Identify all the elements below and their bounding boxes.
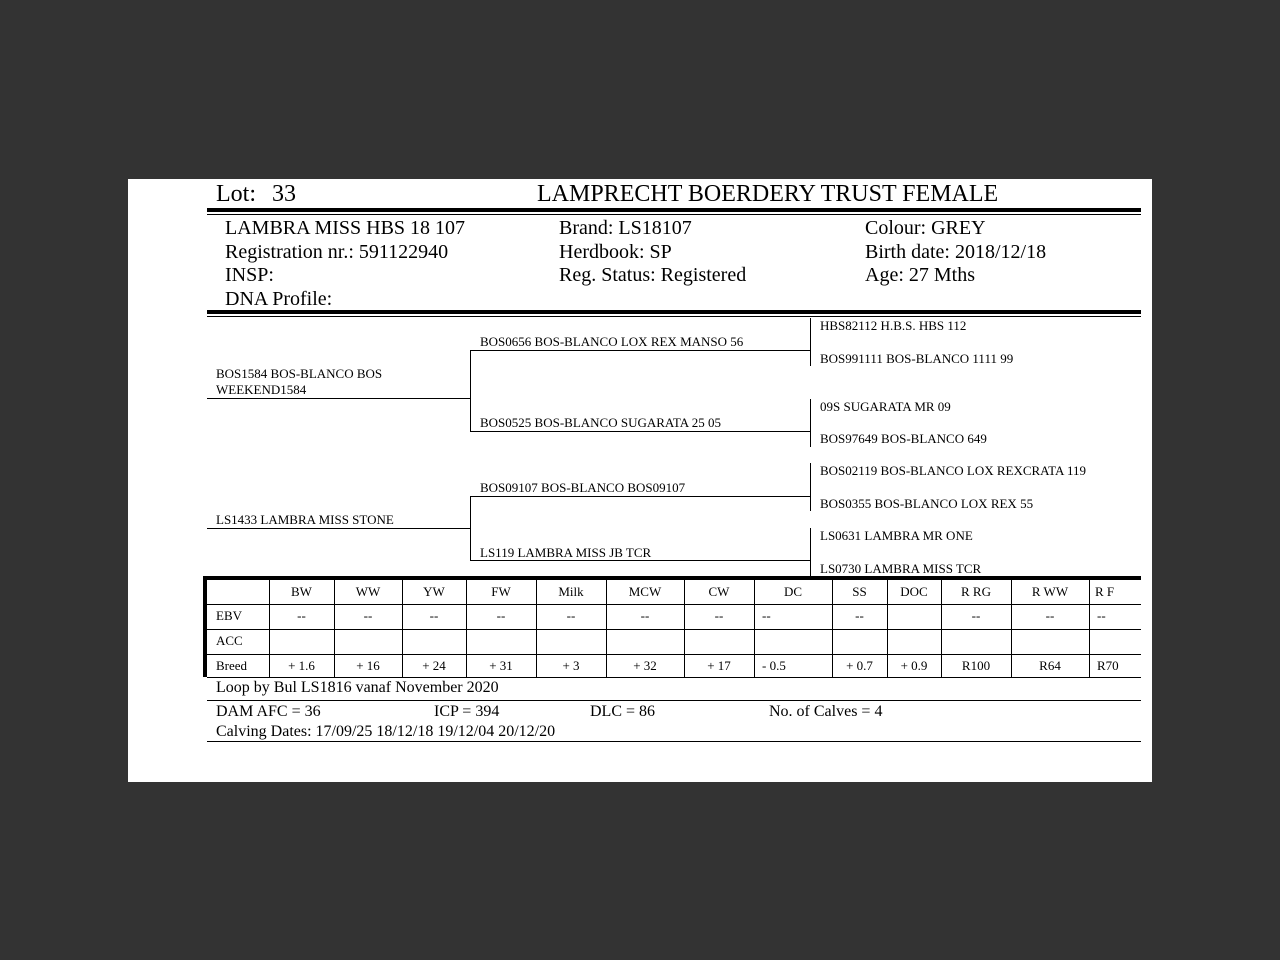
pedigree-ggp-1: HBS82112 H.B.S. HBS 112 xyxy=(820,318,967,333)
table-cell: + 16 xyxy=(356,658,380,673)
table-cell: + 1.6 xyxy=(288,658,315,673)
table-row-divider xyxy=(207,629,1141,630)
table-header-cell: R RG xyxy=(961,584,991,599)
table-cell: R70 xyxy=(1097,658,1119,673)
pedigree-dam-sire: BOS09107 BOS-BLANCO BOS09107 xyxy=(480,480,686,495)
table-cell: R100 xyxy=(961,658,991,673)
table-row-label: Breed xyxy=(216,658,248,673)
pedigree-ggp-8: LS0730 LAMBRA MISS TCR xyxy=(820,561,982,576)
ggp-bracket-1 xyxy=(810,318,811,366)
table-header-cell: MCW xyxy=(628,584,662,599)
table-header-cell: WW xyxy=(355,584,381,599)
dam-sire-line xyxy=(470,496,810,497)
table-cell: -- xyxy=(1045,608,1055,623)
brand: Brand: LS18107 xyxy=(559,217,692,239)
table-header-cell: FW xyxy=(491,584,511,599)
footer-rule-1 xyxy=(207,700,1141,701)
table-cell: -- xyxy=(566,608,576,623)
dna-profile-label: DNA Profile: xyxy=(225,288,333,310)
dam-bracket xyxy=(470,496,471,561)
pedigree-ggp-4: BOS97649 BOS-BLANCO 649 xyxy=(820,431,987,446)
table-header-cell: Milk xyxy=(558,584,584,599)
table-header-cell: DC xyxy=(783,584,803,599)
pedigree-sire: BOS1584 BOS-BLANCO BOS WEEKEND1584 xyxy=(216,366,383,397)
table-cell: + 32 xyxy=(633,658,657,673)
birth-date: Birth date: 2018/12/18 xyxy=(865,241,1047,263)
table-header-cell: CW xyxy=(708,584,730,599)
table-cell: -- xyxy=(429,608,439,623)
pedigree-dam: LS1433 LAMBRA MISS STONE xyxy=(216,512,394,527)
table-header-cell: SS xyxy=(852,584,867,599)
table-cell: -- xyxy=(971,608,981,623)
footer-rule-2 xyxy=(207,741,1141,742)
table-top-rule xyxy=(203,576,1141,580)
pedigree-sire-dam: BOS0525 BOS-BLANCO SUGARATA 25 05 xyxy=(480,415,721,430)
calves-count: No. of Calves = 4 xyxy=(769,703,883,720)
reg-status: Reg. Status: Registered xyxy=(559,264,747,286)
herdbook: Herdbook: SP xyxy=(559,241,672,263)
table-header-cell: YW xyxy=(423,584,445,599)
dlc: DLC = 86 xyxy=(590,703,656,720)
sire-line xyxy=(207,398,470,399)
table-header-cell: R WW xyxy=(1031,584,1069,599)
table-cell: -- xyxy=(714,608,724,623)
dam-dam-line xyxy=(470,560,810,561)
pedigree-ggp-6: BOS0355 BOS-BLANCO LOX REX 55 xyxy=(820,496,1034,511)
table-cell: + 0.7 xyxy=(846,658,873,673)
page-title: LAMPRECHT BOERDERY TRUST FEMALE xyxy=(537,181,999,207)
age: Age: 27 Mths xyxy=(865,264,975,286)
table-row-label: EBV xyxy=(216,608,242,623)
table-header-cell: DOC xyxy=(900,584,928,599)
table-cell: -- xyxy=(363,608,373,623)
lot-card xyxy=(128,179,1152,782)
header-rule-thin xyxy=(207,214,1141,215)
table-cell: -- xyxy=(762,608,771,623)
header-rule-thick xyxy=(207,208,1141,212)
pedigree-ggp-7: LS0631 LAMBRA MR ONE xyxy=(820,528,973,543)
pedigree-ggp-5: BOS02119 BOS-BLANCO LOX REXCRATA 119 xyxy=(820,463,1086,478)
info-rule-thick xyxy=(207,310,1141,314)
table-cell: -- xyxy=(855,608,864,623)
pedigree-sire-sire: BOS0656 BOS-BLANCO LOX REX MANSO 56 xyxy=(480,334,744,349)
animal-name: LAMBRA MISS HBS 18 107 xyxy=(225,217,466,239)
table-cell: - 0.5 xyxy=(762,658,786,673)
sire-dam-line xyxy=(470,431,810,432)
sire-bracket xyxy=(470,350,471,432)
info-rule-thin xyxy=(207,316,1141,317)
table-cell: + 17 xyxy=(707,658,731,673)
pedigree-dam-dam: LS119 LAMBRA MISS JB TCR xyxy=(480,545,652,560)
icp: ICP = 394 xyxy=(434,703,500,720)
insp-label: INSP: xyxy=(225,264,274,286)
table-cell: + 24 xyxy=(422,658,446,673)
table-cell: -- xyxy=(1097,608,1106,623)
table-row-divider xyxy=(207,654,1141,655)
sire-sire-line xyxy=(470,350,810,351)
calving-dates: Calving Dates: 17/09/25 18/12/18 19/12/04 20/12/20 xyxy=(216,723,556,740)
ggp-bracket-2 xyxy=(810,399,811,447)
lot-number: 33 xyxy=(272,181,296,207)
table-cell: + 3 xyxy=(562,658,580,673)
table-cell: -- xyxy=(297,608,306,623)
ggp-bracket-3 xyxy=(810,463,811,511)
dam-line xyxy=(207,528,470,529)
table-header-cell: R F xyxy=(1095,584,1115,599)
table-cell: + 31 xyxy=(489,658,513,673)
table-row-divider xyxy=(207,604,1141,605)
table-row-label: ACC xyxy=(216,633,243,648)
table-cell: -- xyxy=(496,608,506,623)
ggp-bracket-4 xyxy=(810,528,811,576)
pedigree-ggp-2: BOS991111 BOS-BLANCO 1111 99 xyxy=(820,351,1014,366)
table-cell: -- xyxy=(640,608,650,623)
loop-note: Loop by Bul LS1816 vanaf November 2020 xyxy=(216,679,499,696)
table-cell: R64 xyxy=(1039,658,1061,673)
table-header-cell: BW xyxy=(291,584,312,599)
lot-label: Lot: xyxy=(216,181,256,207)
registration-number: Registration nr.: 591122940 xyxy=(225,241,449,263)
dam-afc: DAM AFC = 36 xyxy=(216,703,321,720)
table-cell: + 0.9 xyxy=(900,658,928,673)
pedigree-ggp-3: 09S SUGARATA MR 09 xyxy=(820,399,951,414)
colour: Colour: GREY xyxy=(865,217,986,239)
